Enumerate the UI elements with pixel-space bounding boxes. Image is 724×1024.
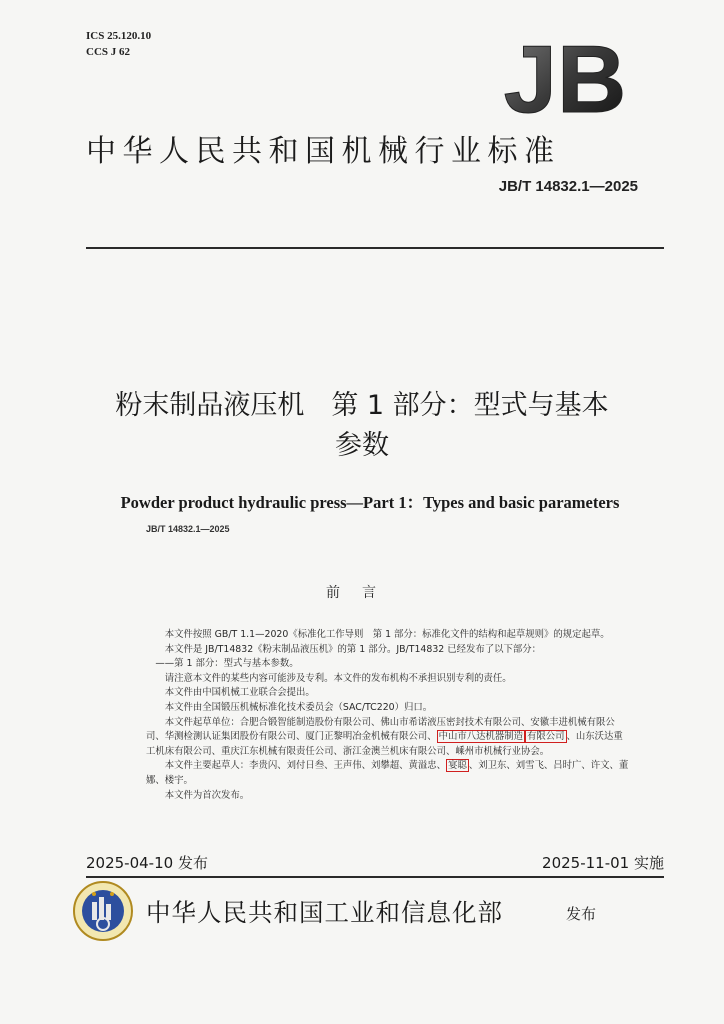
release-date: 2025-04-10 发布	[86, 854, 208, 872]
foreword-paragraph: 本文件由全国锻压机械标准化技术委员会（SAC/TC220）归口。	[164, 701, 433, 713]
footer-divider	[86, 876, 664, 878]
standard-type-title: 中华人民共和国机械行业标准	[86, 134, 561, 169]
drafters-text-cont: 、刘卫东、刘雪飞、吕时广、许文、董娜、楼宇。	[146, 760, 629, 786]
document-title	[60, 386, 664, 466]
foreword-paragraph: 本文件由中国机械工业联合会提出。	[164, 687, 315, 699]
foreword-paragraph: 本文件按照 GB/T 1.1—2020《标准化工作导则 第 1 部分：标准化文件的结构和起草规则》的规定起草。	[164, 629, 610, 640]
foreword-body	[146, 628, 632, 803]
drafting-units-text: 本文件起草单位：合肥合锻智能制造股份有限公司、佛山市希诺液压密封技术有限公司、安徽丰进机械有限公司、华测检测认证集团股份有限公司、厦门正黎明冶金机械有限公司、	[146, 716, 615, 743]
highlighted-drafter: 宴聪	[448, 760, 467, 772]
document-title-line1: 粉末制品液压机 第 1 部分：型式与基本	[115, 390, 609, 421]
english-title: Powder product hydraulic press—Part 1：Types and basic parameters	[120, 493, 620, 512]
highlighted-company-part2: 有限公司	[527, 731, 565, 743]
ministry-emblem-icon	[72, 880, 134, 942]
drafters-text: 本文件主要起草人：李贵闪、刘付日叁、王声伟、刘攀超、黄溢忠、	[164, 760, 447, 772]
publish-label: 发布	[566, 905, 597, 923]
classification-codes	[86, 28, 151, 60]
document-title-line2: 参数	[335, 430, 389, 461]
drafters-paragraph	[146, 759, 632, 788]
drafting-units-text-cont: 、山东沃达重工机床有限公司、重庆江东机械有限责任公司、浙江金澳兰机床有限公司、嵊州市机械行业协会。	[146, 731, 623, 757]
foreword-paragraph: 本文件为首次发布。	[164, 789, 250, 801]
standard-number: JB/T 14832.1—2025	[498, 178, 638, 195]
jb-logo	[502, 32, 628, 122]
drafting-units-paragraph	[146, 716, 632, 760]
foreword-paragraph: ——第 1 部分：型式与基本参数。	[155, 658, 299, 670]
foreword-paragraph: 请注意本文件的某些内容可能涉及专利。本文件的发布机构不承担识别专利的责任。	[164, 672, 512, 684]
ics-code: ICS 25.120.10	[86, 30, 152, 42]
highlighted-company-part1: 中山市八达机器制造	[438, 731, 524, 743]
running-standard-number: JB/T 14832.1—2025	[146, 524, 230, 534]
ccs-code: CCS J 62	[86, 46, 131, 58]
header-divider	[86, 247, 664, 249]
foreword-paragraph: 本文件是 JB/T14832《粉末制品液压机》的第 1 部分。JB/T14832 已经发布了以下部分：	[164, 643, 541, 655]
implementation-date: 2025-11-01 实施	[542, 854, 664, 872]
foreword-heading: 前言	[326, 585, 398, 601]
svg-text:JB: JB	[503, 32, 627, 122]
publishing-ministry: 中华人民共和国工业和信息化部	[146, 898, 503, 927]
